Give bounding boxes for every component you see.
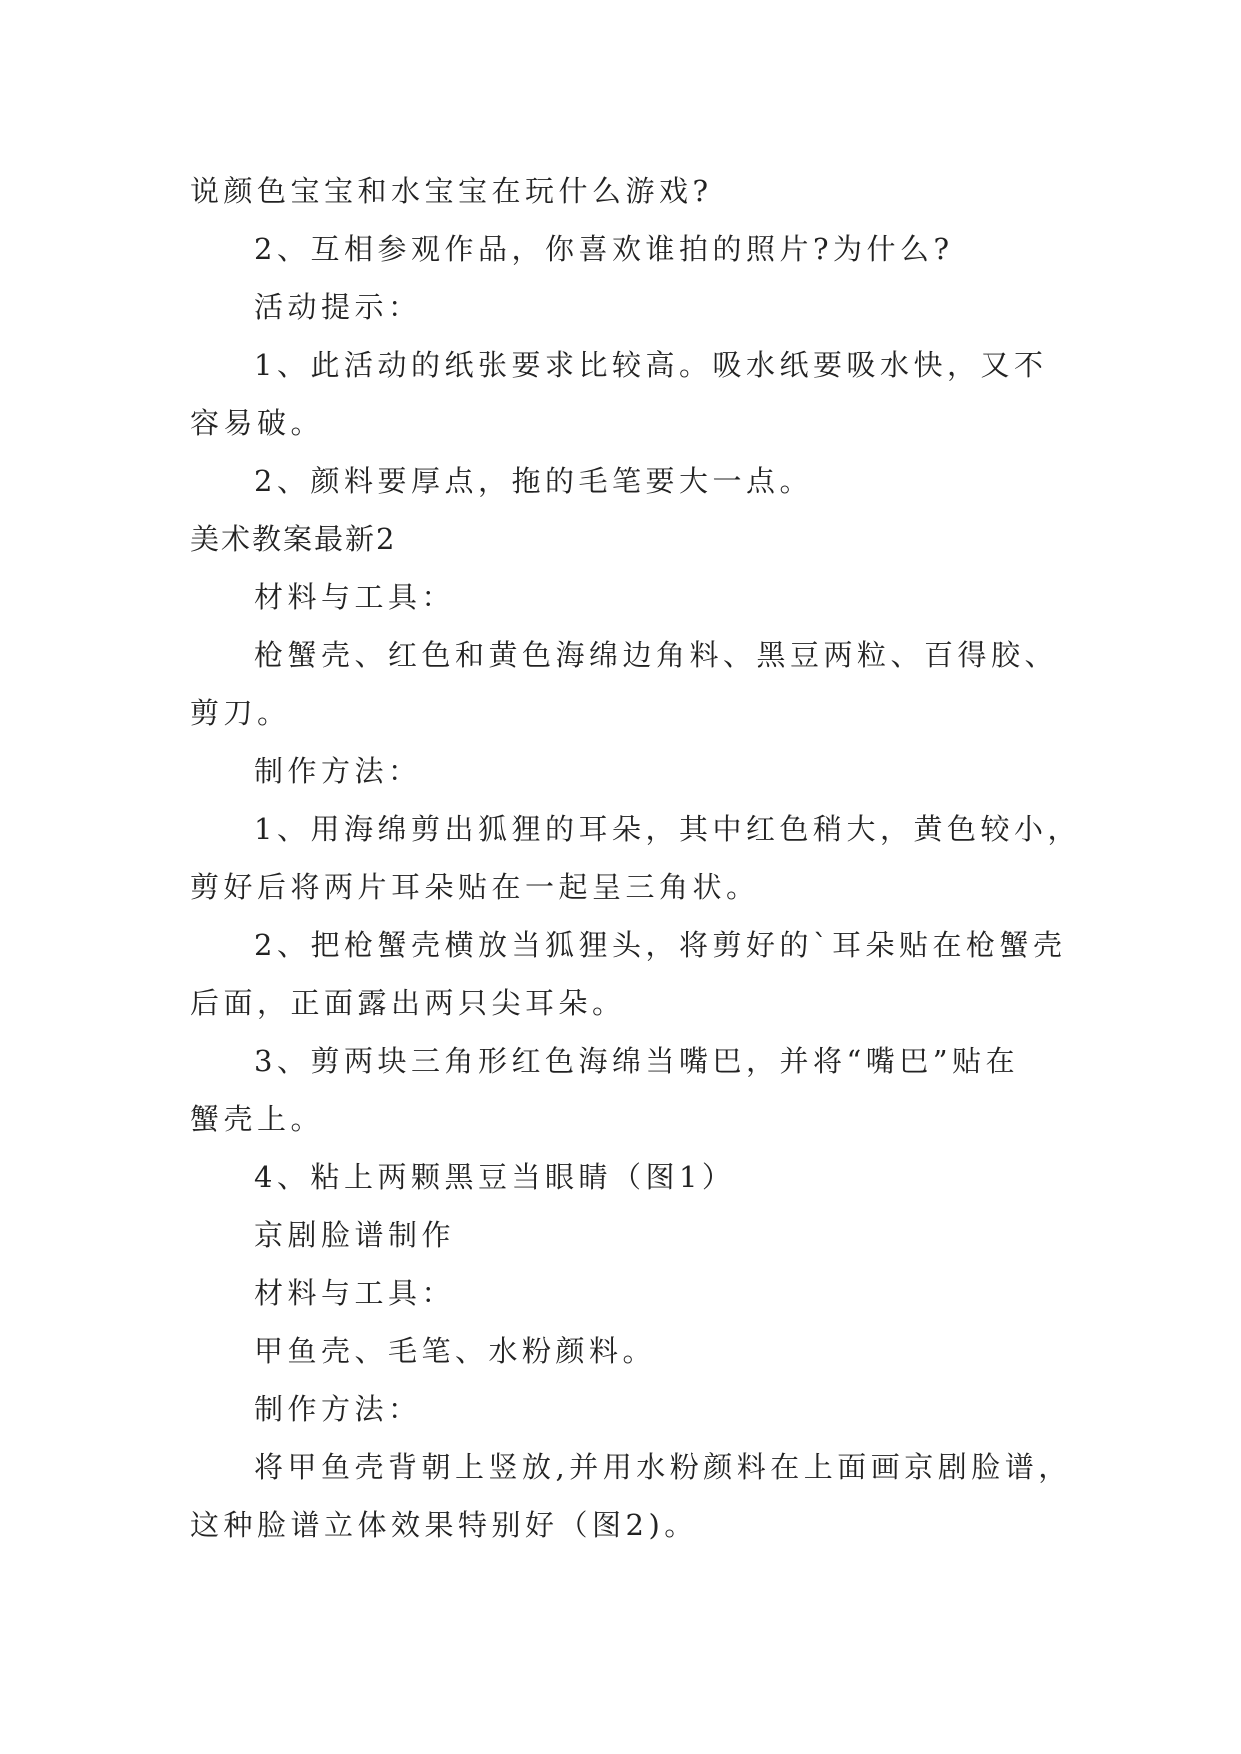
- text-line: 枪蟹壳、红色和黄色海绵边角料、黑豆两粒、百得胶、: [254, 638, 1059, 672]
- text-line: 甲鱼壳、毛笔、水粉颜料。: [254, 1334, 657, 1368]
- text-line: 1、用海绵剪出狐狸的耳朵，其中红色稍大，黄色较小，: [254, 812, 1081, 846]
- section-label: 制作方法：: [254, 754, 422, 788]
- text-line: 容易破。: [190, 406, 325, 440]
- text-line: 说颜色宝宝和水宝宝在玩什么游戏?: [190, 174, 713, 208]
- text-line: 剪刀。: [190, 696, 291, 730]
- subsection-title: 京剧脸谱制作: [254, 1218, 456, 1252]
- text-line: 2、颜料要厚点，拖的毛笔要大一点。: [254, 464, 813, 498]
- text-line: 这种脸谱立体效果特别好（图2)。: [190, 1508, 698, 1542]
- section-label: 材料与工具：: [254, 580, 456, 614]
- text-line: 4、粘上两颗黑豆当眼睛（图1）: [254, 1160, 736, 1194]
- text-line: 剪好后将两片耳朵贴在一起呈三角状。: [190, 870, 760, 904]
- section-label: 活动提示：: [254, 290, 422, 324]
- text-line: 3、剪两块三角形红色海绵当嘴巴，并将“嘴巴”贴在: [254, 1044, 1020, 1078]
- document-body: [190, 162, 1081, 1554]
- text-line: 2、互相参观作品，你喜欢谁拍的照片?为什么?: [254, 232, 954, 266]
- section-label: 制作方法：: [254, 1392, 422, 1426]
- text-line: 2、把枪蟹壳横放当狐狸头，将剪好的`耳朵贴在枪蟹壳: [254, 928, 1067, 962]
- text-line: 1、此活动的纸张要求比较高。吸水纸要吸水快，又不: [254, 348, 1048, 382]
- section-label: 材料与工具：: [254, 1276, 456, 1310]
- text-line: 将甲鱼壳背朝上竖放,并用水粉颜料在上面画京剧脸谱，: [254, 1450, 1072, 1484]
- text-line: 后面，正面露出两只尖耳朵。: [190, 986, 626, 1020]
- text-line: 蟹壳上。: [190, 1102, 325, 1136]
- section-heading: 美术教案最新2: [190, 522, 397, 556]
